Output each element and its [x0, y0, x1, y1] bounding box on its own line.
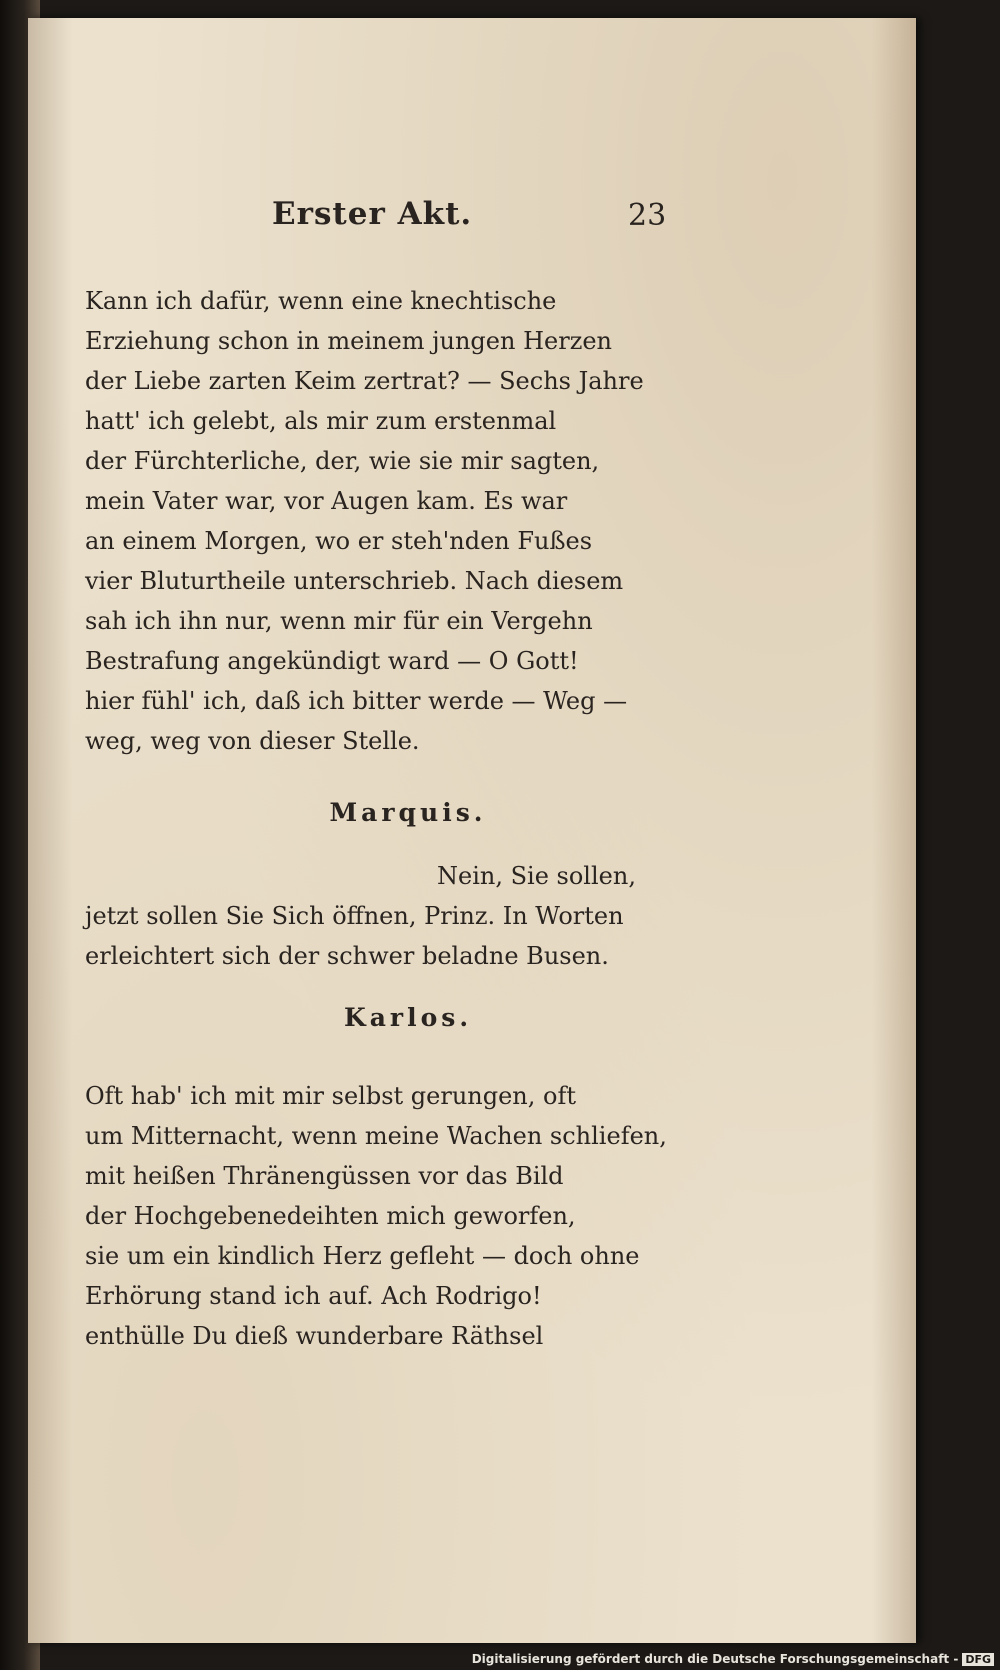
text-line: Nein, Sie sollen,: [437, 862, 636, 890]
text-line: vier Bluturtheile unterschrieb. Nach diesem: [85, 567, 624, 595]
credit-text: Digitalisierung gefördert durch die Deutsche Forschungsgemeinschaft -: [471, 1652, 959, 1666]
book-page: [28, 18, 916, 1643]
text-line: jetzt sollen Sie Sich öffnen, Prinz. In Worten: [85, 902, 624, 930]
text-line: Oft hab' ich mit mir selbst gerungen, oft: [85, 1082, 576, 1110]
text-line: mein Vater war, vor Augen kam. Es war: [85, 487, 568, 515]
text-line: weg, weg von dieser Stelle.: [85, 727, 420, 755]
text-line: der Fürchterliche, der, wie sie mir sagten,: [85, 447, 600, 475]
text-line: erleichtert sich der schwer beladne Busen.: [85, 942, 609, 970]
text-line: an einem Morgen, wo er steh'nden Fußes: [85, 527, 593, 555]
text-line: Erziehung schon in meinem jungen Herzen: [85, 327, 612, 355]
text-line: Bestrafung angekündigt ward — O Gott!: [85, 647, 579, 675]
speech-karlos-1: [85, 281, 705, 761]
speech-marquis: [85, 856, 705, 976]
digitization-credit: [472, 1652, 994, 1666]
speaker-name-karlos: Karlos.: [343, 1003, 473, 1032]
text-line: mit heißen Thränengüssen vor das Bild: [85, 1162, 564, 1190]
text-line: Kann ich dafür, wenn eine knechtische: [85, 287, 557, 315]
text-line: um Mitternacht, wenn meine Wachen schliefen,: [85, 1122, 667, 1150]
running-head: [28, 196, 916, 246]
dfg-logo: DFG: [962, 1653, 994, 1666]
speech-karlos-2: [85, 1076, 705, 1356]
text-line: sie um ein kindlich Herz gefleht — doch ohne: [85, 1242, 640, 1270]
act-title: Erster Akt.: [272, 196, 473, 232]
text-line: hier fühl' ich, daß ich bitter werde — Weg —: [85, 687, 628, 715]
text-line: hatt' ich gelebt, als mir zum erstenmal: [85, 407, 557, 435]
text-line: der Liebe zarten Keim zertrat? — Sechs Jahre: [85, 367, 644, 395]
text-line: sah ich ihn nur, wenn mir für ein Vergehn: [85, 607, 593, 635]
text-line: Erhörung stand ich auf. Ach Rodrigo!: [85, 1282, 542, 1310]
page-number: 23: [628, 198, 667, 233]
speaker-name-marquis: Marquis.: [329, 798, 487, 827]
text-line: enthülle Du dieß wunderbare Räthsel: [85, 1322, 544, 1350]
text-line: der Hochgebenedeihten mich geworfen,: [85, 1202, 576, 1230]
